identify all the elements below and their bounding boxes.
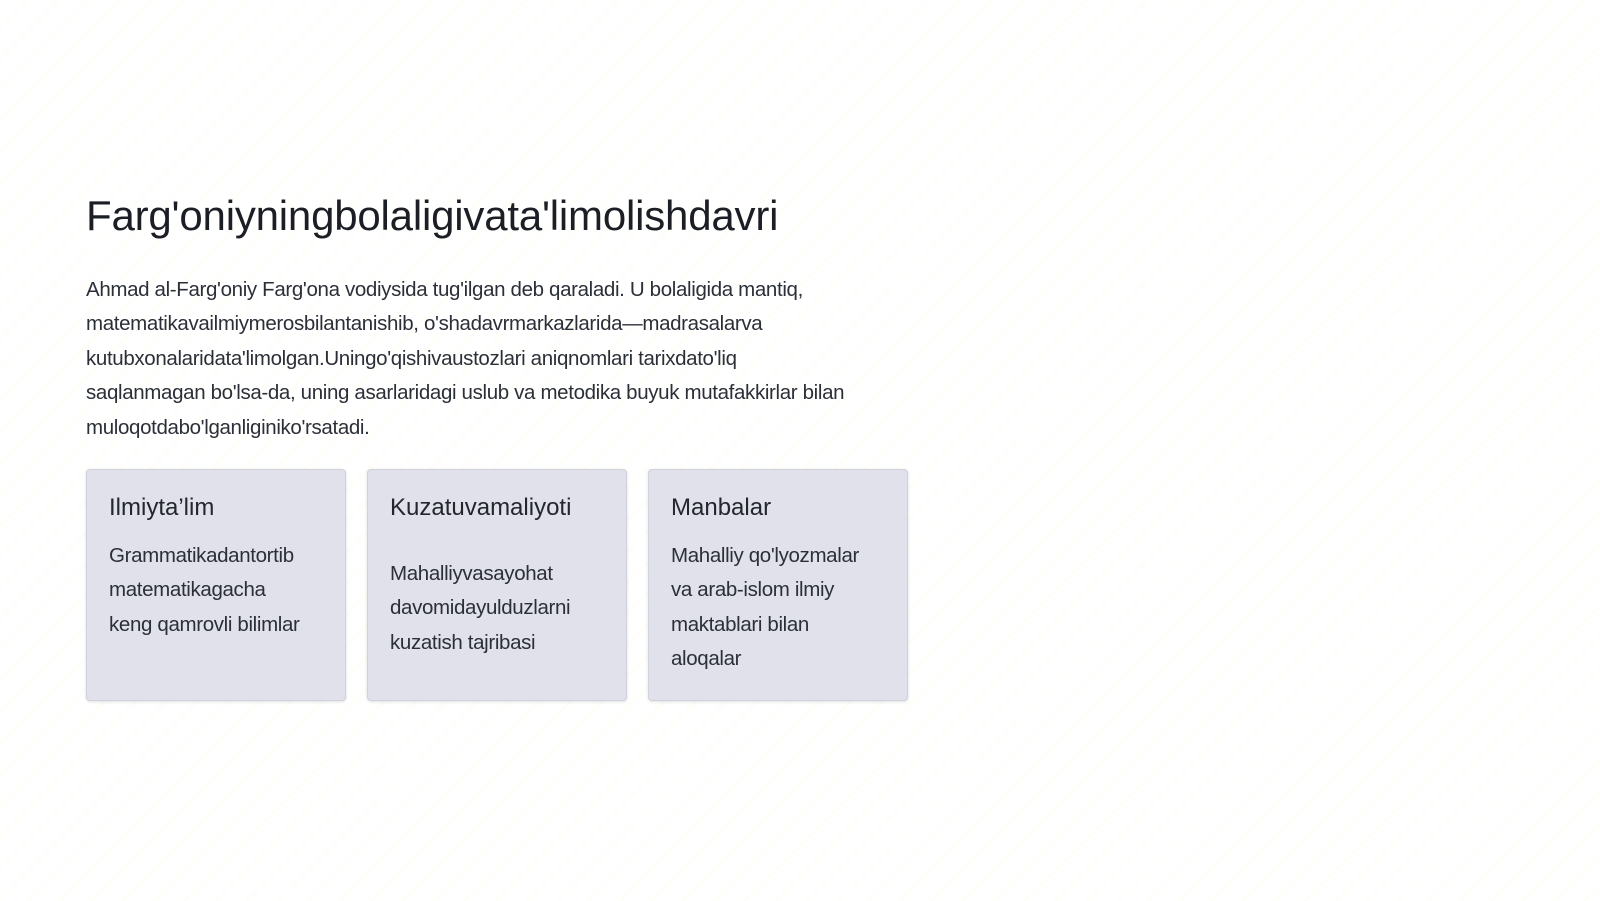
card-manbalar <box>648 469 908 701</box>
card-title: Ilmiyta’lim <box>109 494 215 521</box>
card-title: Kuzatuvamaliyoti <box>390 494 572 521</box>
slide-content <box>86 190 916 701</box>
card-text: Mahalliyvasayohat davomidayulduzlarni kuzatish tajribasi <box>390 561 571 654</box>
card-text: Mahalliy qo'lyozmalar va arab-islom ilmiy maktablari bilan aloqalar <box>671 543 859 671</box>
card-ilmiy-talim <box>86 469 346 701</box>
card-kuzatuv-amaliyoti <box>367 469 627 701</box>
info-cards <box>86 469 916 701</box>
card-text: Grammatikadantortib matematikagacha keng qamrovli bilimlar <box>109 543 300 636</box>
card-title: Manbalar <box>671 494 772 521</box>
slide-title: Farg'oniyningbolaligivata'limolishdavri <box>86 192 779 239</box>
slide-body-text: Ahmad al-Farg'oniy Farg'ona vodiysida tug'ilgan deb qaraladi. U bolaligida mantiq, matematikavailmiymerosbilantanishib, o'shadavrmarkazlarida—madrasalarva kutubxonalaridata'limolgan.Uningo'qishivaustozlari aniqnomlari tarixdato'liq saqlanmagan bo'lsa-da, uning asarlaridagi uslub va metodika buyuk mutafakkirlar bilan muloqotdabo'lganliginiko'rsatadi. <box>86 277 845 439</box>
